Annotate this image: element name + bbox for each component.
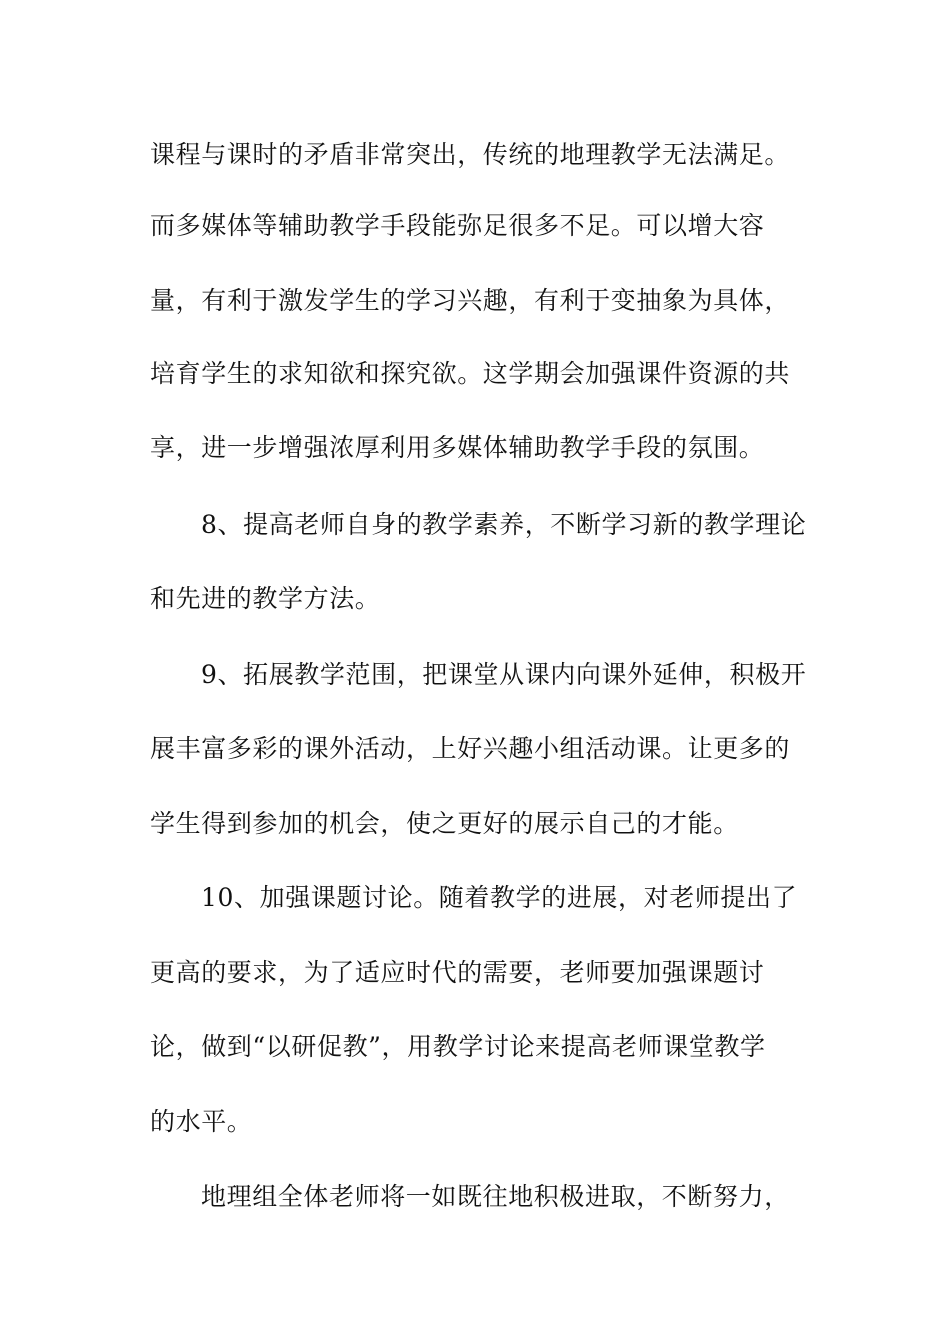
text-line: 的水平。 [150, 1107, 253, 1136]
text-line: 论，做到“以研促教”，用教学讨论来提高老师课堂教学 [150, 1032, 766, 1061]
text-line: 而多媒体等辅助教学手段能弥足很多不足。可以增大容 [150, 211, 765, 240]
text-line: 量，有利于激发学生的学习兴趣，有利于变抽象为具体， [150, 286, 791, 315]
text-line: 更高的要求，为了适应时代的需要，老师要加强课题讨 [150, 958, 765, 987]
text-line: 课程与课时的矛盾非常突出，传统的地理教学无法满足。 [150, 140, 791, 169]
paragraph-9-start: 9、拓展教学范围，把课堂从课内向课外延伸，积极开 [201, 660, 807, 689]
text-line: 享，进一步增强浓厚利用多媒体辅助教学手段的氛围。 [150, 433, 765, 462]
text-line: 和先进的教学方法。 [150, 584, 381, 613]
text-line: 学生得到参加的机会，使之更好的展示自己的才能。 [150, 809, 739, 838]
closing-paragraph-start: 地理组全体老师将一如既往地积极进取，不断努力， [201, 1182, 790, 1211]
text-line: 展丰富多彩的课外活动，上好兴趣小组活动课。让更多的 [150, 734, 791, 763]
paragraph-10-start: 10、加强课题讨论。随着教学的进展，对老师提出了 [201, 883, 798, 912]
text-line: 培育学生的求知欲和探究欲。这学期会加强课件资源的共 [150, 359, 791, 388]
paragraph-8-start: 8、提高老师自身的教学素养，不断学习新的教学理论 [201, 510, 807, 539]
